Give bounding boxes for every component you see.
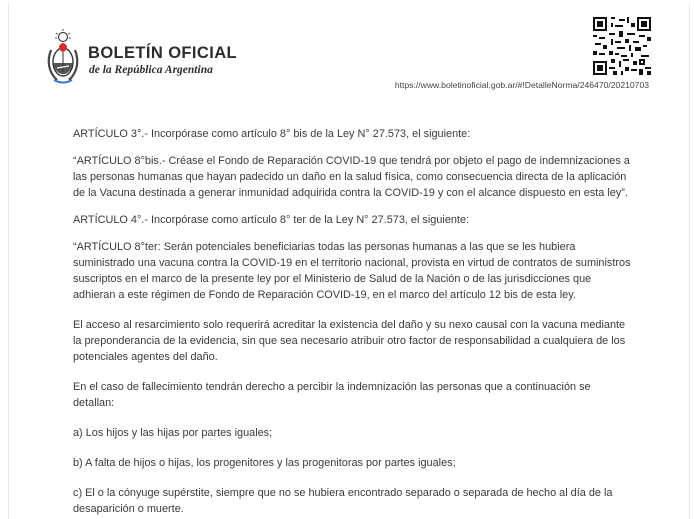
list-item-c bbox=[73, 485, 633, 517]
text-line: potenciales agentes del daño. bbox=[73, 351, 218, 363]
document-body bbox=[73, 126, 633, 517]
text-line: la preponderancia de la evidencia, sin que sea necesario atribuir otro factor de responsabilidad a cualquiera de los bbox=[73, 335, 626, 347]
text-line: ARTÍCULO 4°.- Incorpórase como artículo 8° ter de la Ley N° 27.573, el siguiente: bbox=[73, 214, 470, 226]
paragraph-articulo-3 bbox=[73, 126, 633, 142]
text-line: b) A falta de hijos o hijas, los progenitores y las progenitoras por partes iguales; bbox=[73, 457, 456, 469]
paragraph-acceso-resarcimiento bbox=[73, 317, 633, 365]
text-line: las personas humanas que hayan padecido un daño en la salud física, como consecuencia directa de la aplicación bbox=[73, 171, 627, 183]
document-page bbox=[8, 4, 690, 519]
list-item-a bbox=[73, 425, 633, 441]
text-line: El acceso al resarcimiento solo requerirá acreditar la existencia del daño y su nexo causal con la vacuna mediante bbox=[73, 319, 626, 331]
text-line: a) Los hijos y las hijas por partes iguales; bbox=[73, 427, 273, 439]
text-line: de la Vacuna destinada a generar inmunidad adquirida contra la COVID-19 y con el alcance dispuesto en esta ley”. bbox=[73, 187, 628, 199]
text-line: En el caso de fallecimiento tendrán derecho a percibir la indemnización las personas que a continuación se bbox=[73, 381, 591, 393]
publication-subtitle: de la República Argentina bbox=[89, 64, 213, 76]
text-line: detallan: bbox=[73, 397, 115, 409]
paragraph-articulo-4 bbox=[73, 212, 633, 228]
paragraph-fallecimiento bbox=[73, 379, 633, 411]
paragraph-articulo-8-ter bbox=[73, 239, 633, 303]
text-line: c) El o la cónyuge supérstite, siempre que no se hubiera encontrado separado o separada de hecho al día de la bbox=[73, 487, 613, 499]
text-line: ARTÍCULO 3°.- Incorpórase como artículo 8° bis de la Ley N° 27.573, el siguiente: bbox=[73, 128, 471, 140]
text-line: “ARTÍCULO 8°bis.- Créase el Fondo de Reparación COVID-19 que tendrá por objeto el pago de indemnizaciones a bbox=[73, 155, 630, 167]
text-line: adhieran a este régimen de Fondo de Reparación COVID-19, en el marco del artículo 12 bis de esta ley. bbox=[73, 289, 576, 301]
paragraph-articulo-8-bis bbox=[73, 153, 633, 201]
text-line: suministrado una vacuna contra la COVID-19 en el territorio nacional, provista en virtud de contratos de suministros bbox=[73, 257, 631, 269]
text-line: desaparición o muerte. bbox=[73, 503, 184, 515]
argentina-coat-of-arms-icon bbox=[45, 28, 81, 86]
source-url[interactable]: https://www.boletinoficial.gob.ar/#!DetalleNorma/246470/20210703 bbox=[394, 80, 649, 90]
qr-code-icon bbox=[593, 17, 651, 75]
text-line: suscriptos en el marco de la presente ley por el Ministerio de Salud de la Nación o de las jurisdicciones que bbox=[73, 273, 592, 285]
list-item-b bbox=[73, 455, 633, 471]
page-header bbox=[9, 4, 689, 104]
publication-title: BOLETÍN OFICIAL bbox=[88, 44, 237, 62]
text-line: “ARTÍCULO 8°ter: Serán potenciales beneficiarias todas las personas humanas a las que se les hubiera bbox=[73, 241, 576, 253]
